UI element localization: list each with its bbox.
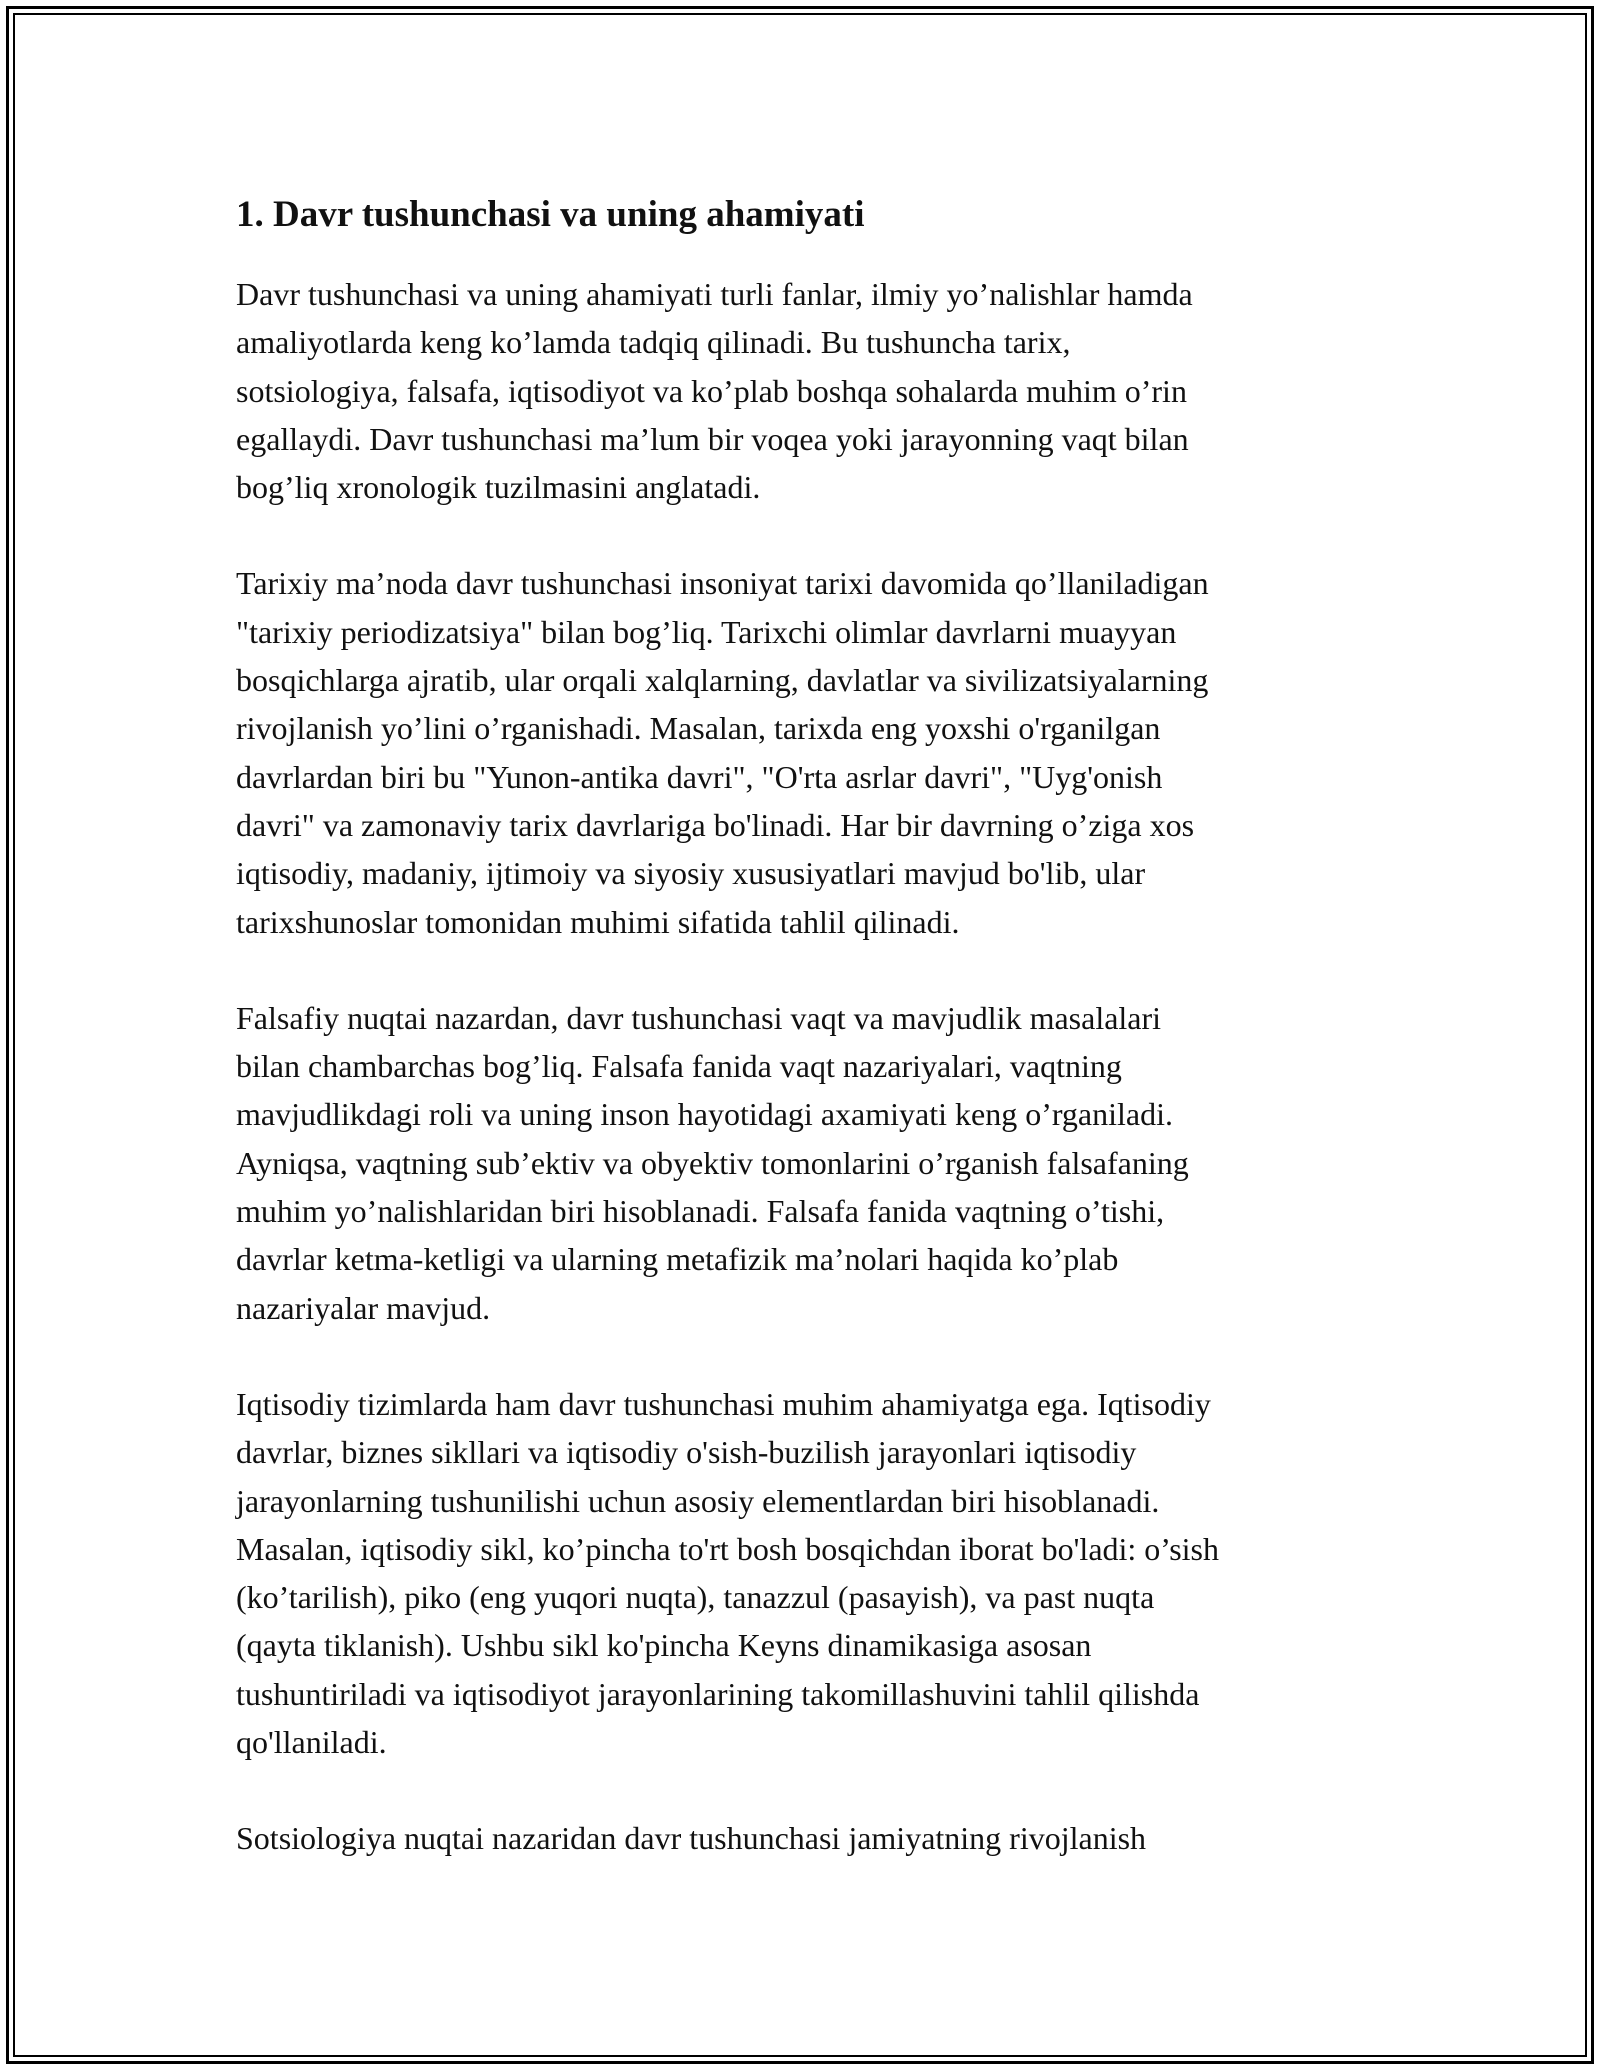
paragraph-sociology: Sotsiologiya nuqtai nazaridan davr tushunchasi jamiyatning rivojlanish [236,1820,1147,1857]
document-body [236,186,1366,1911]
paragraph-intro: Davr tushunchasi va uning ahamiyati turli fanlar, ilmiy yo’nalishlar hamda amaliyotlarda keng ko’lamda tadqiq qilinadi. Bu tushuncha tarix, sotsiologiya, falsafa, iqtisodiyot va ko’plab boshqa sohalarda muhim o’rin egallaydi. Davr tushunchasi ma’lum bir voqea yoki jarayonning vaqt bilan bog’liq xronologik tuzilmasini anglatadi. [236,276,1193,506]
paragraph-philosophy: Falsafiy nuqtai nazardan, davr tushunchasi vaqt va mavjudlik masalalari bilan chambarchas bog’liq. Falsafa fanida vaqt nazariyalari, vaqtning mavjudlikdagi roli va uning inson hayotidagi axamiyati keng o’rganiladi. Ayniqsa, vaqtning sub’ektiv va obyektiv tomonlarini o’rganish falsafaning muhim yo’nalishlaridan biri hisoblanadi. Falsafa fanida vaqtning o’tishi, davrlar ketma-ketligi va ularning metafizik ma’nolari haqida ko’plab nazariyalar mavjud. [236,999,1189,1326]
paragraph-history: Tarixiy ma’noda davr tushunchasi insoniyat tarixi davomida qo’llaniladigan "tarixiy periodizatsiya" bilan bog’liq. Tarixchi olimlar davrlarni muayyan bosqichlarga ajratib, ular orqali xalqlarning, davlatlar va sivilizatsiyalarning rivojlanish yo’lini o’rganishadi. Masalan, tarixda eng yoxshi o'rganilgan davrlardan biri bu "Yunon-antika davri", "O'rta asrlar davri", "Uyg'onish davri" va zamonaviy tarix davrlariga bo'linadi. Har bir davrning o’ziga xos iqtisodiy, madaniy, ijtimoiy va siyosiy xususiyatlari mavjud bo'lib, ular tarixshunoslar tomonidan muhimi sifatida tahlil qilinadi. [236,565,1209,940]
section-heading: 1. Davr tushunchasi va uning ahamiyati [236,194,865,235]
paragraph-economy: Iqtisodiy tizimlarda ham davr tushunchasi muhim ahamiyatga ega. Iqtisodiy davrlar, biznes sikllari va iqtisodiy o'sish-buzilish jarayonlari iqtisodiy jarayonlarning tushunilishi uchun asosiy elementlardan biri hisoblanadi. Masalan, iqtisodiy sikl, ko’pincha to'rt bosh bosqichdan iborat bo'ladi: o’sish (ko’tarilish), piko (eng yuqori nuqta), tanazzul (pasayish), va past nuqta (qayta tiklanish). Ushbu sikl ko'pincha Keyns dinamikasiga asosan tushuntiriladi va iqtisodiyot jarayonlarining takomillashuvini tahlil qilishda qo'llaniladi. [236,1385,1219,1761]
